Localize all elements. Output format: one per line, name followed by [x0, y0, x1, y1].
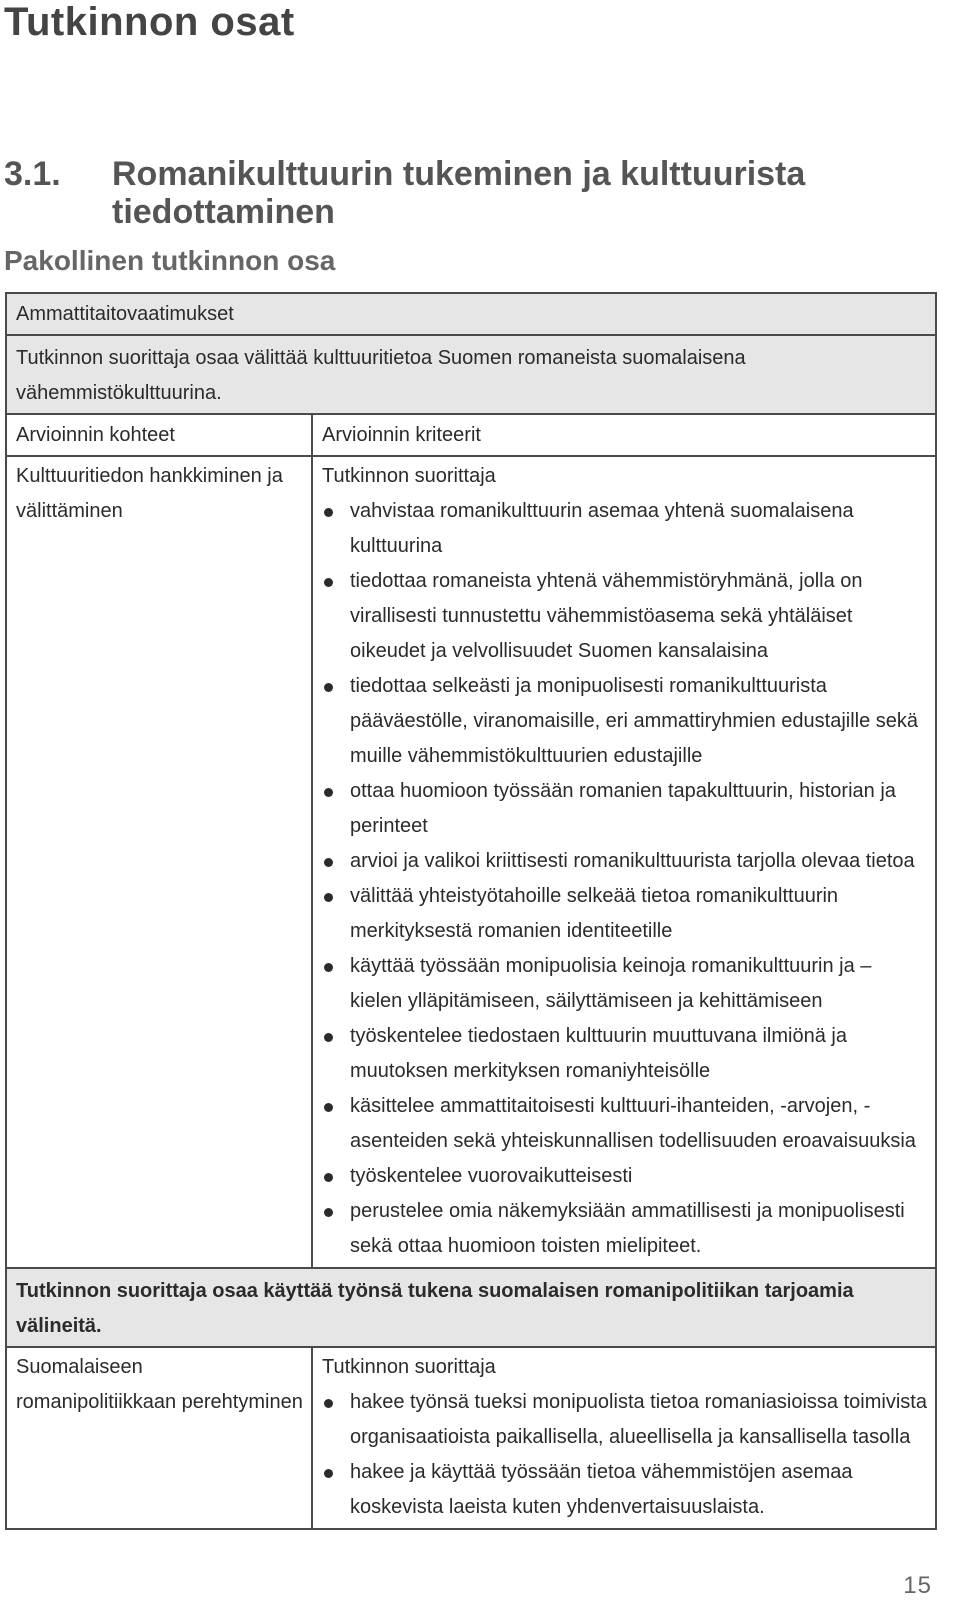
skill-statement: Tutkinnon suorittaja osaa välittää kulttuuritietoa Suomen romaneista suomalaisena vähemmistökulttuurina. — [6, 335, 936, 414]
assessment-criteria — [312, 1347, 936, 1529]
criteria-item: hakee ja käyttää työssään tietoa vähemmistöjen asemaa koskevista laeista kuten yhdenvertaisuuslaista. — [322, 1455, 927, 1525]
criteria-item: välittää yhteistyötahoille selkeää tietoa romanikulttuurin merkityksestä romanien identiteetille — [322, 879, 927, 949]
section-title-text: Romanikulttuurin tukeminen ja kulttuurista tiedottaminen — [112, 155, 806, 231]
section-title — [4, 155, 904, 231]
criteria-item: käsittelee ammattitaitoisesti kulttuuri-ihanteiden, -arvojen, -asenteiden sekä yhteiskunnallisen todellisuuden eroavaisuuksia — [322, 1089, 927, 1159]
criteria-list — [322, 494, 927, 1264]
skill-row — [6, 335, 936, 414]
criteria-item: tiedottaa romaneista yhtenä vähemmistöryhmänä, jolla on virallisesti tunnustettu vähemmistöasema sekä yhtäläiset oikeudet ja velvollisuudet Suomen kansalaisina — [322, 564, 927, 669]
criteria-item: työskentelee vuorovaikutteisesti — [322, 1159, 927, 1194]
skills-header: Ammattitaitovaatimukset — [6, 293, 936, 335]
criteria-item: perustelee omia näkemyksiään ammatillisesti ja monipuolisesti sekä ottaa huomioon toisten mielipiteet. — [322, 1194, 927, 1264]
requirements-table — [5, 292, 937, 1530]
assessment-target: Kulttuuritiedon hankkiminen ja välittäminen — [6, 456, 312, 1268]
assessment-row — [6, 456, 936, 1268]
criteria-item: tiedottaa selkeästi ja monipuolisesti romanikulttuurista pääväestölle, viranomaisille, eri ammattiryhmien edustajille sekä muille vähemmistökulttuurien edustajille — [322, 669, 927, 774]
criteria-item: arvioi ja valikoi kriittisesti romanikulttuurista tarjolla olevaa tietoa — [322, 844, 927, 879]
section-number: 3.1. — [4, 155, 61, 193]
column-header-targets: Arvioinnin kohteet — [6, 414, 312, 456]
criteria-item: työskentelee tiedostaen kulttuurin muuttuvana ilmiönä ja muutoksen merkityksen romaniyhteisölle — [322, 1019, 927, 1089]
section-subtitle: Pakollinen tutkinnon osa — [4, 245, 336, 276]
assessment-criteria — [312, 456, 936, 1268]
page-number: 15 — [903, 1572, 932, 1599]
criteria-item: hakee työnsä tueksi monipuolista tietoa romaniasioissa toimivista organisaatioista paikallisella, alueellisella ja kansallisella tasolla — [322, 1385, 927, 1455]
criteria-intro: Tutkinnon suorittaja — [322, 465, 496, 487]
page-heading: Tutkinnon osat — [4, 0, 295, 44]
assessment-row — [6, 1347, 936, 1529]
skill-statement: Tutkinnon suorittaja osaa käyttää työnsä tukena suomalaisen romanipolitiikan tarjoamia välineitä. — [6, 1268, 936, 1347]
column-header-row — [6, 414, 936, 456]
assessment-target: Suomalaiseen romanipolitiikkaan perehtyminen — [6, 1347, 312, 1529]
skills-header-row — [6, 293, 936, 335]
criteria-list — [322, 1385, 927, 1525]
criteria-item: vahvistaa romanikulttuurin asemaa yhtenä suomalaisena kulttuurina — [322, 494, 927, 564]
criteria-item: käyttää työssään monipuolisia keinoja romanikulttuurin ja – kielen ylläpitämiseen, säilyttämiseen ja kehittämiseen — [322, 949, 927, 1019]
skill-row — [6, 1268, 936, 1347]
column-header-criteria: Arvioinnin kriteerit — [312, 414, 936, 456]
criteria-intro: Tutkinnon suorittaja — [322, 1356, 496, 1378]
criteria-item: ottaa huomioon työssään romanien tapakulttuurin, historian ja perinteet — [322, 774, 927, 844]
